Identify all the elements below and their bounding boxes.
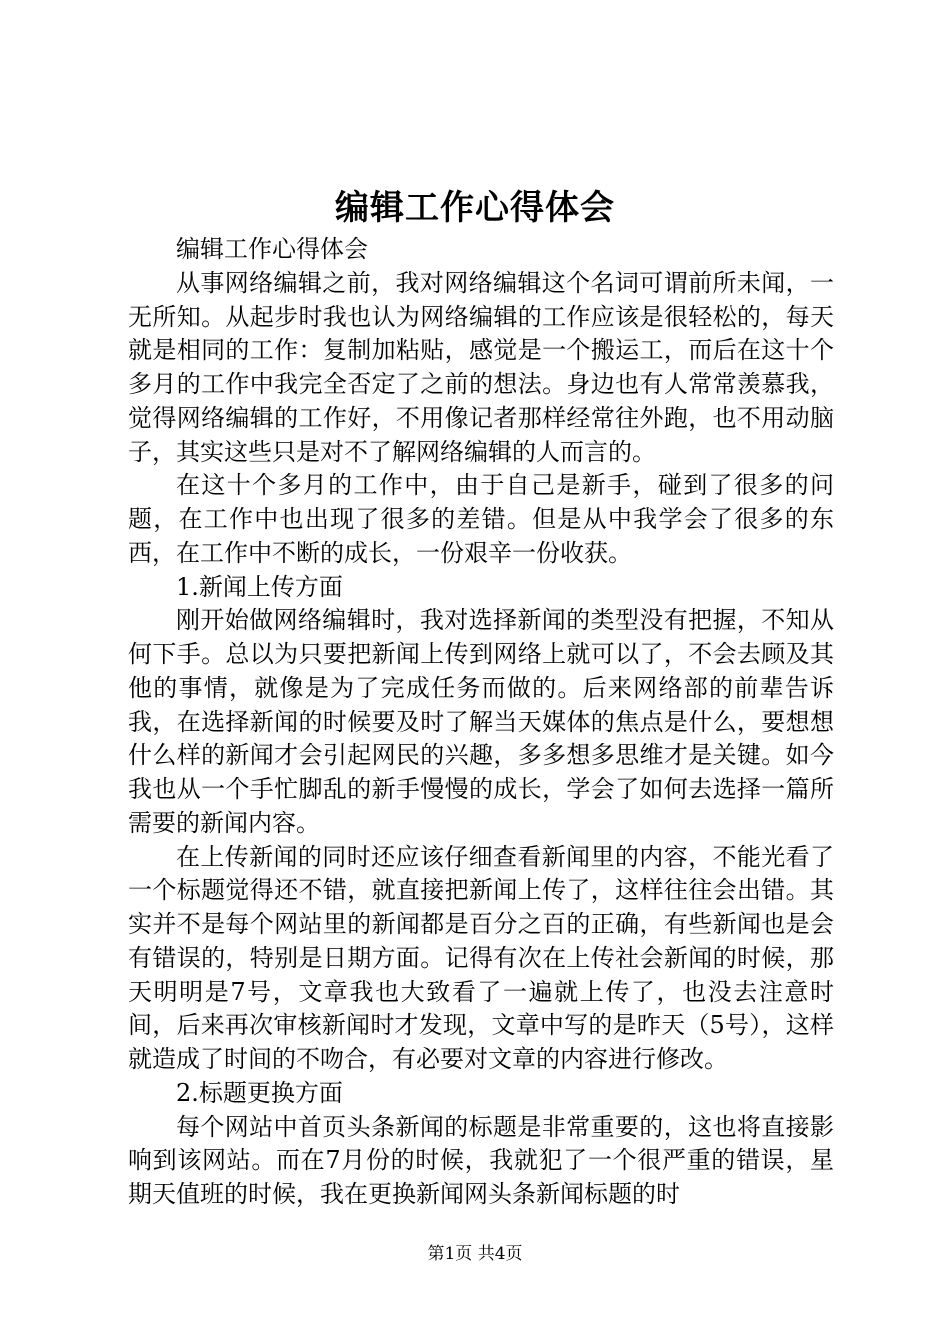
body-paragraph: 每个网站中首页头条新闻的标题是非常重要的，这也将直接影响到该网站。而在7月份的时候，我就犯了一个很严重的错误，星期天值班的时候，我在更换新闻网头条新闻标题的时 [128,1112,834,1208]
body-paragraph: 刚开始做网络编辑时，我对选择新闻的类型没有把握，不知从何下手。总以为只要把新闻上传到网络上就可以了，不会去顾及其他的事情，就像是为了完成任务而做的。后来网络部的前辈告诉我，在选择新闻的时候要及时了解当天媒体的焦点是什么，要想想什么样的新闻才会引起网民的兴趣，多多想多思维才是关键。如今我也从一个手忙脚乱的新手慢慢的成长，学会了如何去选择一篇所需要的新闻内容。 [128,606,834,837]
document-body [128,233,834,1212]
body-paragraph: 在上传新闻的同时还应该仔细查看新闻里的内容，不能光看了一个标题觉得还不错，就直接把新闻上传了，这样往往会出错。其实并不是每个网站里的新闻都是百分之百的正确，有些新闻也是会有错误的，特别是日期方面。记得有次在上传社会新闻的时候，那天明明是7号，文章我也大致看了一遍就上传了，也没去注意时间，后来再次审核新闻时才发现，文章中写的是昨天（5号），这样就造成了时间的不吻合，有必要对文章的内容进行修改。 [128,842,834,1073]
page-footer: 第1页 共4页 [427,1244,523,1264]
document-title: 编辑工作心得体会 [335,188,615,228]
body-paragraph: 从事网络编辑之前，我对网络编辑这个名词可谓前所未闻，一无所知。从起步时我也认为网络编辑的工作应该是很轻松的，每天就是相同的工作：复制加粘贴，感觉是一个搬运工，而后在这十个多月的工作中我完全否定了之前的想法。身边也有人常常羡慕我，觉得网络编辑的工作好，不用像记者那样经常往外跑，也不用动脑子，其实这些只是对不了解网络编辑的人而言的。 [128,268,834,466]
body-paragraph: 编辑工作心得体会 [176,235,368,263]
body-paragraph: 在这十个多月的工作中，由于自己是新手，碰到了很多的问题，在工作中也出现了很多的差错。但是从中我学会了很多的东西，在工作中不断的成长，一份艰辛一份收获。 [128,471,834,567]
section-heading: 2.标题更换方面 [176,1078,343,1107]
section-heading: 1.新闻上传方面 [176,572,343,601]
